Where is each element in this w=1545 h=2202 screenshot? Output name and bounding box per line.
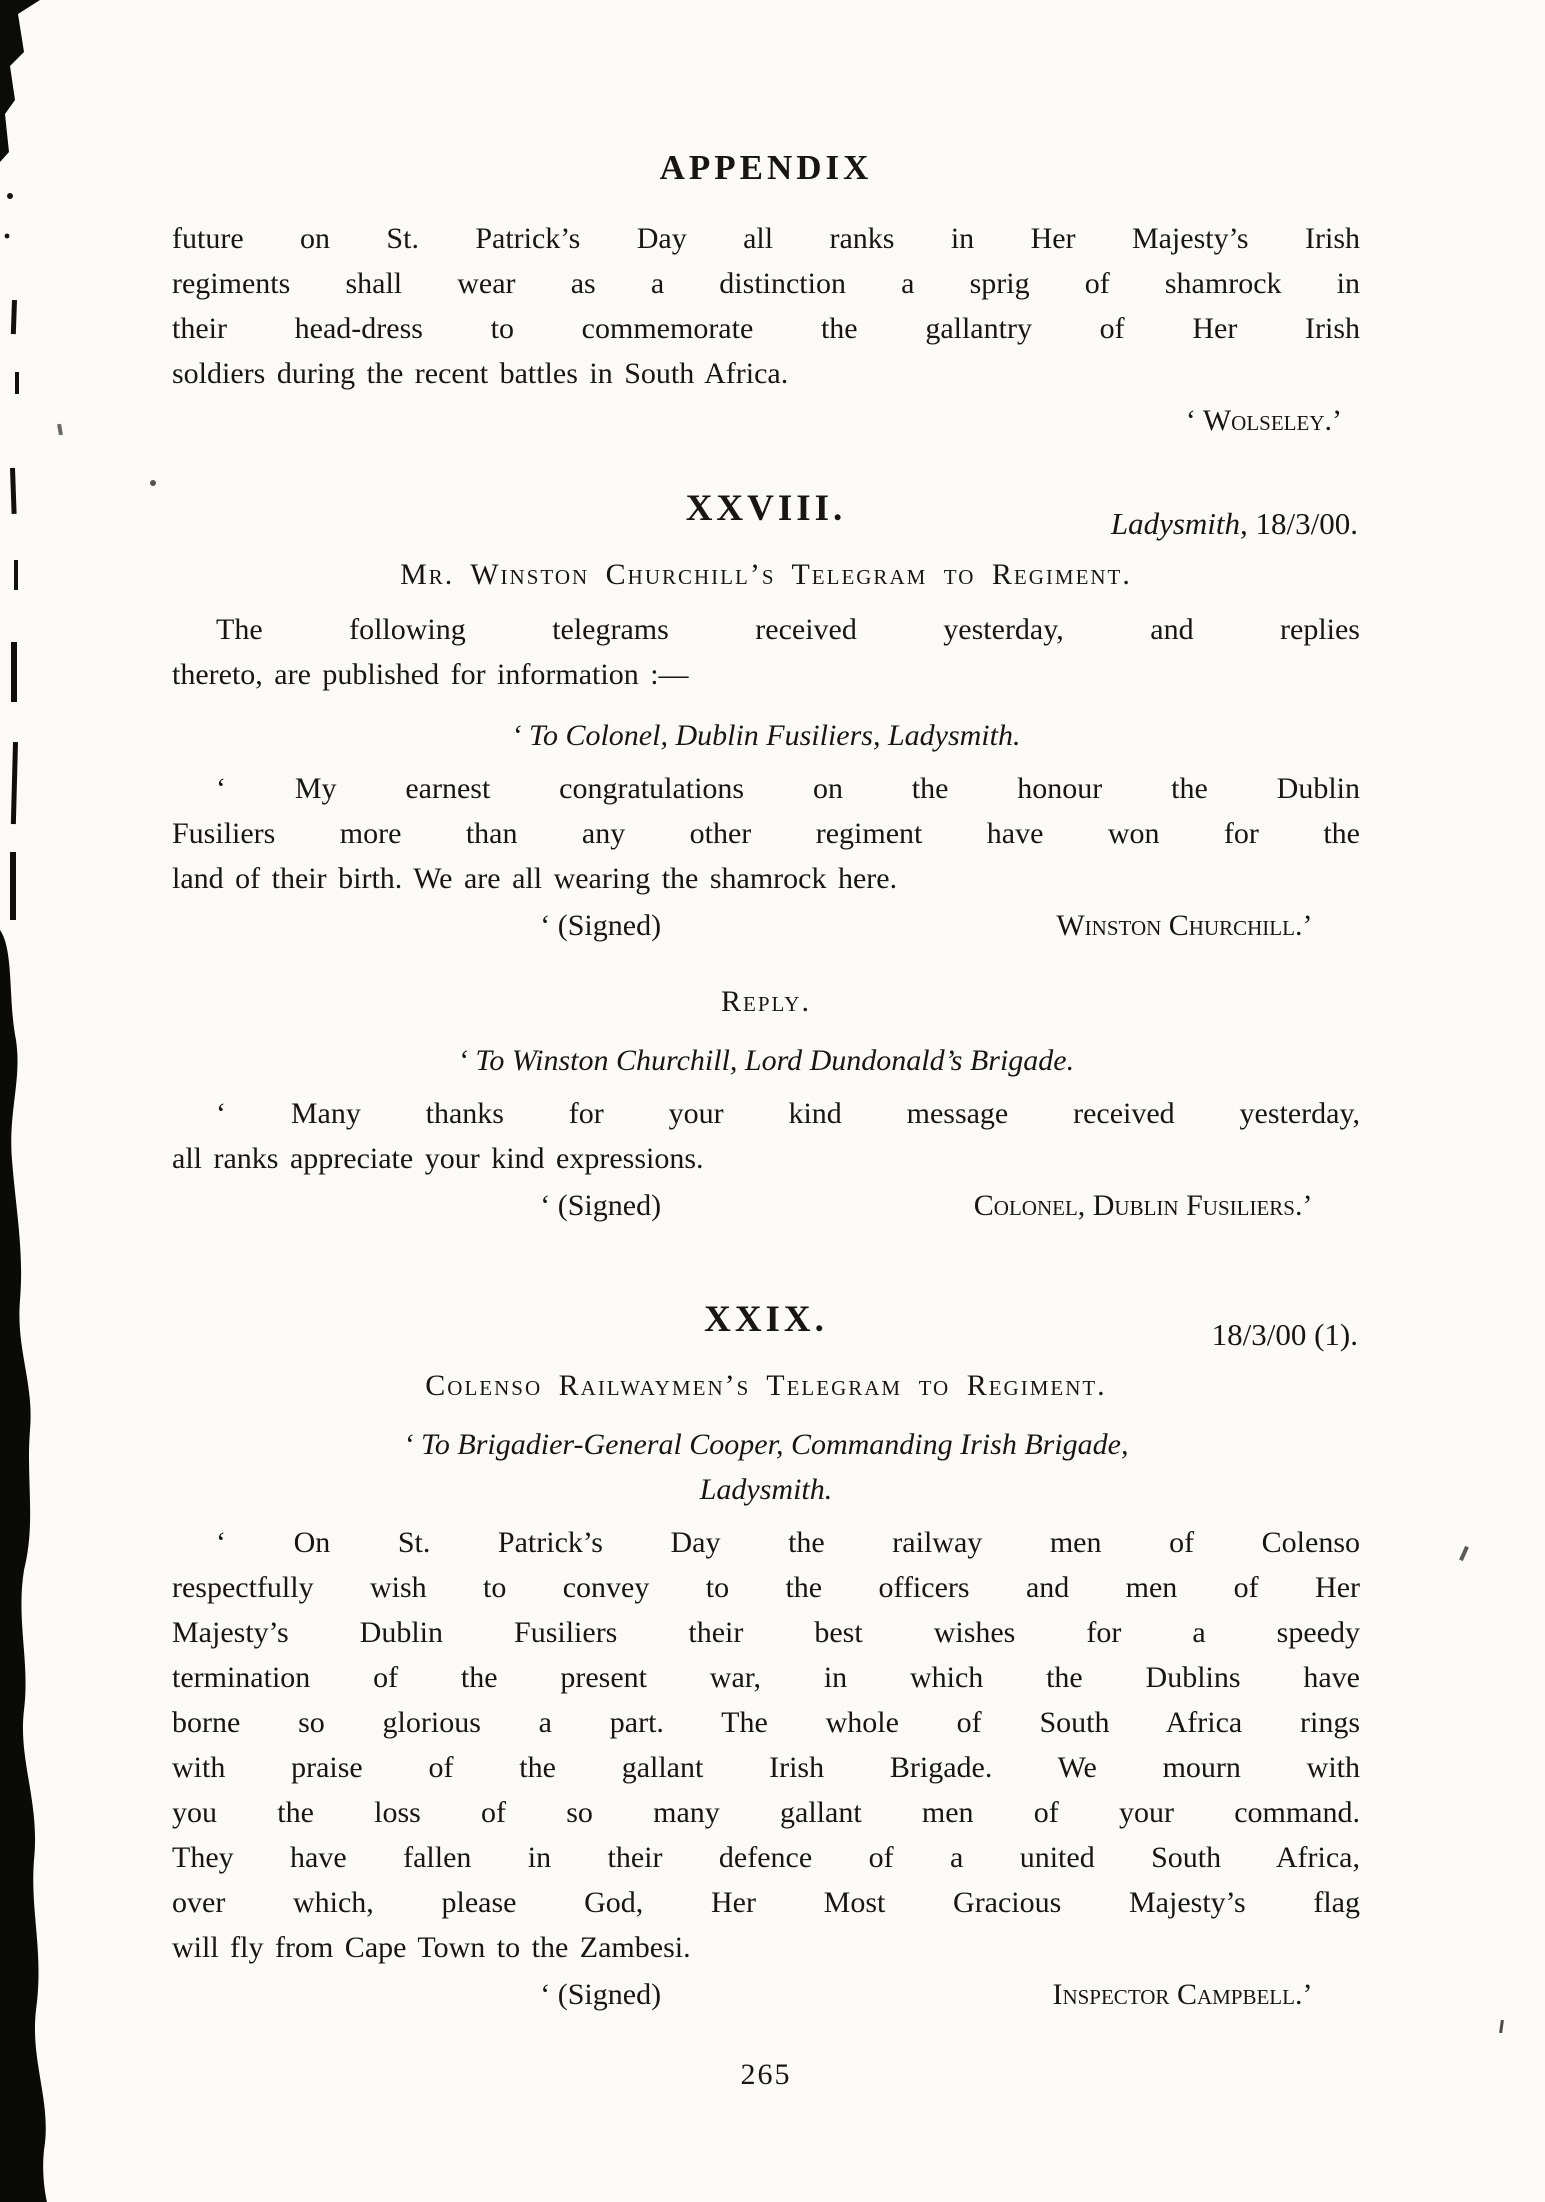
page-number: 265 xyxy=(740,2058,792,2091)
text-line: termination of the present war, in which the Dublins have xyxy=(172,1661,1360,1694)
text-line: thereto, are published for information :— xyxy=(172,658,689,691)
section-number: XXIX. xyxy=(704,1299,828,1340)
text-line: ‘ On St. Patrick’s Day the railway men of Colenso xyxy=(216,1526,1360,1559)
text-line: Majesty’s Dublin Fusiliers their best wishes for a speedy xyxy=(172,1616,1360,1649)
text-line: ‘ My earnest congratulations on the honour the Dublin xyxy=(216,772,1360,805)
section-xxix-heading xyxy=(172,1291,1360,1352)
telegram-intro-paragraph xyxy=(172,607,1360,697)
text-line: soldiers during the recent battles in South Africa. xyxy=(172,357,789,390)
text-line: ‘ Many thanks for your kind message received yesterday, xyxy=(216,1097,1360,1130)
signed-label: ‘ (Signed) xyxy=(540,1189,662,1222)
section-number: XXVIII. xyxy=(685,488,847,529)
text-line: land of their birth. We are all wearing the shamrock here. xyxy=(172,862,898,895)
signed-label: ‘ (Signed) xyxy=(540,1978,662,2011)
address-line: ‘ To Brigadier-General Cooper, Commanding Irish Brigade, xyxy=(403,1428,1129,1461)
address-line: Ladysmith. xyxy=(699,1473,833,1506)
reply-heading: Reply. xyxy=(721,985,811,1018)
reply-address: ‘ To Winston Churchill, Lord Dundonald’s Brigade. xyxy=(457,1044,1075,1077)
churchill-telegram-body xyxy=(172,766,1360,901)
signed-line-churchill xyxy=(540,903,1312,949)
colenso-telegram-body xyxy=(172,1520,1360,1970)
signed-name: Winston Churchill.’ xyxy=(1056,909,1313,942)
text-line: They have fallen in their defence of a united South Africa, xyxy=(172,1841,1360,1874)
dateline-date: 18/3/00. xyxy=(1247,506,1358,541)
signed-name: Inspector Campbell.’ xyxy=(1052,1978,1313,2011)
section-xxix-title: Colenso Railwaymen’s Telegram to Regiment. xyxy=(425,1369,1107,1402)
text-line: Fusiliers more than any other regiment have won for the xyxy=(172,817,1360,850)
reply-body xyxy=(172,1091,1360,1181)
text-line: over which, please God, Her Most Gracious Majesty’s flag xyxy=(172,1886,1360,1919)
section-xxviii-title: Mr. Winston Churchill’s Telegram to Regiment. xyxy=(400,558,1132,591)
section-xxviii-heading xyxy=(172,480,1360,541)
wolseley-signature: ‘ Wolseley.’ xyxy=(1185,404,1342,437)
text-line: will fly from Cape Town to the Zambesi. xyxy=(172,1931,691,1964)
text-line: future on St. Patrick’s Day all ranks in Her Majesty’s Irish xyxy=(172,222,1360,255)
text-line: The following telegrams received yesterday, and replies xyxy=(216,613,1360,646)
signed-line-campbell xyxy=(540,1972,1312,2018)
dateline-date: 18/3/00 (1). xyxy=(1211,1317,1358,1352)
signed-name: Colonel, Dublin Fusiliers.’ xyxy=(973,1189,1313,1222)
text-line: all ranks appreciate your kind expressions. xyxy=(172,1142,704,1175)
signed-label: ‘ (Signed) xyxy=(540,909,662,942)
dateline-place: Ladysmith, xyxy=(1110,506,1248,541)
text-line: you the loss of so many gallant men of your command. xyxy=(172,1796,1360,1829)
text-line: regiments shall wear as a distinction a sprig of shamrock in xyxy=(172,267,1360,300)
intro-paragraph xyxy=(172,216,1360,396)
telegram-address: ‘ To Colonel, Dublin Fusiliers, Ladysmith. xyxy=(511,719,1021,752)
colenso-telegram-address xyxy=(172,1422,1360,1512)
text-line: borne so glorious a part. The whole of South Africa rings xyxy=(172,1706,1360,1739)
text-line: with praise of the gallant Irish Brigade. We mourn with xyxy=(172,1751,1360,1784)
text-line: their head-dress to commemorate the gallantry of Her Irish xyxy=(172,312,1360,345)
section-dateline xyxy=(1111,506,1358,542)
section-dateline xyxy=(1212,1317,1358,1353)
signed-line-colonel xyxy=(540,1183,1312,1229)
text-line: respectfully wish to convey to the officers and men of Her xyxy=(172,1571,1360,1604)
appendix-heading: APPENDIX xyxy=(659,148,873,187)
